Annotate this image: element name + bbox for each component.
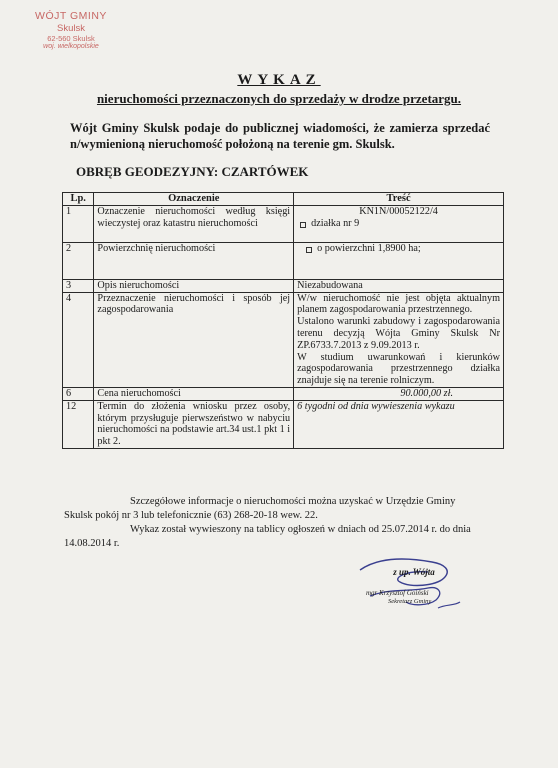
bullet-item: działka nr 9 bbox=[297, 218, 500, 230]
property-table bbox=[62, 192, 504, 449]
signatory-name: mgr Krzysztof Goiński bbox=[366, 588, 429, 597]
cell-label: Opis nieruchomości bbox=[94, 279, 294, 292]
intro-paragraph: Wójt Gminy Skulsk podaje do publicznej wiadomości, że zamierza sprzedać n/wymienioną nieruchomość położoną na terenie gm. Skulsk. bbox=[70, 121, 490, 151]
land-register-number: KN1N/00052122/4 bbox=[359, 205, 438, 217]
purpose-paragraph-1: W/w nieruchomość nie jest objęta aktualnym planem zagospodarowania przestrzennego. bbox=[297, 292, 500, 316]
info-section bbox=[64, 495, 484, 551]
table-row bbox=[63, 205, 504, 242]
cell-value: 90.000,00 zł. bbox=[294, 387, 504, 400]
bullet-item: o powierzchni 1,8900 ha; bbox=[303, 243, 500, 255]
cell-lp: 1 bbox=[63, 205, 94, 242]
stamp-line-2: Skulsk bbox=[57, 22, 85, 34]
info-paragraph-2: Wykaz został wywieszony na tablicy ogłoszeń w dniach od 25.07.2014 r. do dnia 14.08.2014 r. bbox=[64, 524, 471, 549]
document-subtitle: nieruchomości przeznaczonych do sprzedaży w drodze przetargu. bbox=[96, 91, 462, 106]
cell-value bbox=[294, 242, 504, 279]
table-row bbox=[63, 242, 504, 279]
cell-value bbox=[294, 292, 504, 387]
info-paragraph-1: Szczegółowe informacje o nieruchomości można uzyskać w Urzędzie Gminy Skulsk pokój nr 3 lub telefonicznie (63) 268-20-18 wew. 22. bbox=[64, 496, 456, 521]
signature-block bbox=[354, 568, 474, 605]
cell-label: Przeznaczenie nieruchomości i sposób jej zagospodarowania bbox=[94, 292, 294, 387]
table-row bbox=[63, 387, 504, 400]
table-header-row bbox=[63, 193, 504, 206]
obreb-heading: OBRĘB GEODEZYJNY: CZARTÓWEK bbox=[76, 164, 309, 179]
purpose-paragraph-2: Ustalono warunki zabudowy i zagospodarowania terenu decyzją Wójta Gminy Skulsk Nr ZP.6733.7.2013 z 9.09.2013 r. bbox=[297, 316, 500, 351]
cell-value: Niezabudowana bbox=[294, 279, 504, 292]
signature-authorization: z up. Wójta bbox=[393, 567, 435, 577]
stamp-line-3: 62-560 Skulsk bbox=[47, 33, 95, 43]
cell-label: Termin do złożenia wniosku przez osoby, którym przysługuje pierwszeństwo w nabyciu nieruchomości na podstawie art.34 ust.1 pkt 1 i pkt 2. bbox=[94, 400, 294, 448]
cell-lp: 12 bbox=[63, 400, 94, 448]
stamp-line-4: woj. wielkopolskie bbox=[43, 42, 99, 50]
cell-value: 6 tygodni od dnia wywieszenia wykazu bbox=[294, 400, 504, 448]
cell-lp: 4 bbox=[63, 292, 94, 387]
document-title: WYKAZ bbox=[237, 72, 321, 88]
header-tresc: Treść bbox=[294, 193, 504, 206]
cell-lp: 6 bbox=[63, 387, 94, 400]
cell-lp: 2 bbox=[63, 242, 94, 279]
table-row bbox=[63, 279, 504, 292]
cell-label: Powierzchnię nieruchomości bbox=[94, 242, 294, 279]
cell-value bbox=[294, 205, 504, 242]
stamp-line-1: WÓJT GMINY bbox=[35, 10, 107, 22]
table-row bbox=[63, 400, 504, 448]
office-stamp bbox=[16, 10, 126, 51]
signatory-function: Sekretarz Gminy bbox=[388, 597, 432, 605]
cell-label: Cena nieruchomości bbox=[94, 387, 294, 400]
header-oznaczenie: Oznaczenie bbox=[94, 193, 294, 206]
header-lp: Lp. bbox=[63, 193, 94, 206]
purpose-paragraph-3: W studium uwarunkowań i kierunków zagospodarowania przestrzennego działka znajduje się na terenie rolniczym. bbox=[297, 351, 500, 387]
cell-lp: 3 bbox=[63, 279, 94, 292]
cell-label: Oznaczenie nieruchomości według księgi wieczystej oraz katastru nieruchomości bbox=[94, 205, 294, 242]
table-row bbox=[63, 292, 504, 387]
